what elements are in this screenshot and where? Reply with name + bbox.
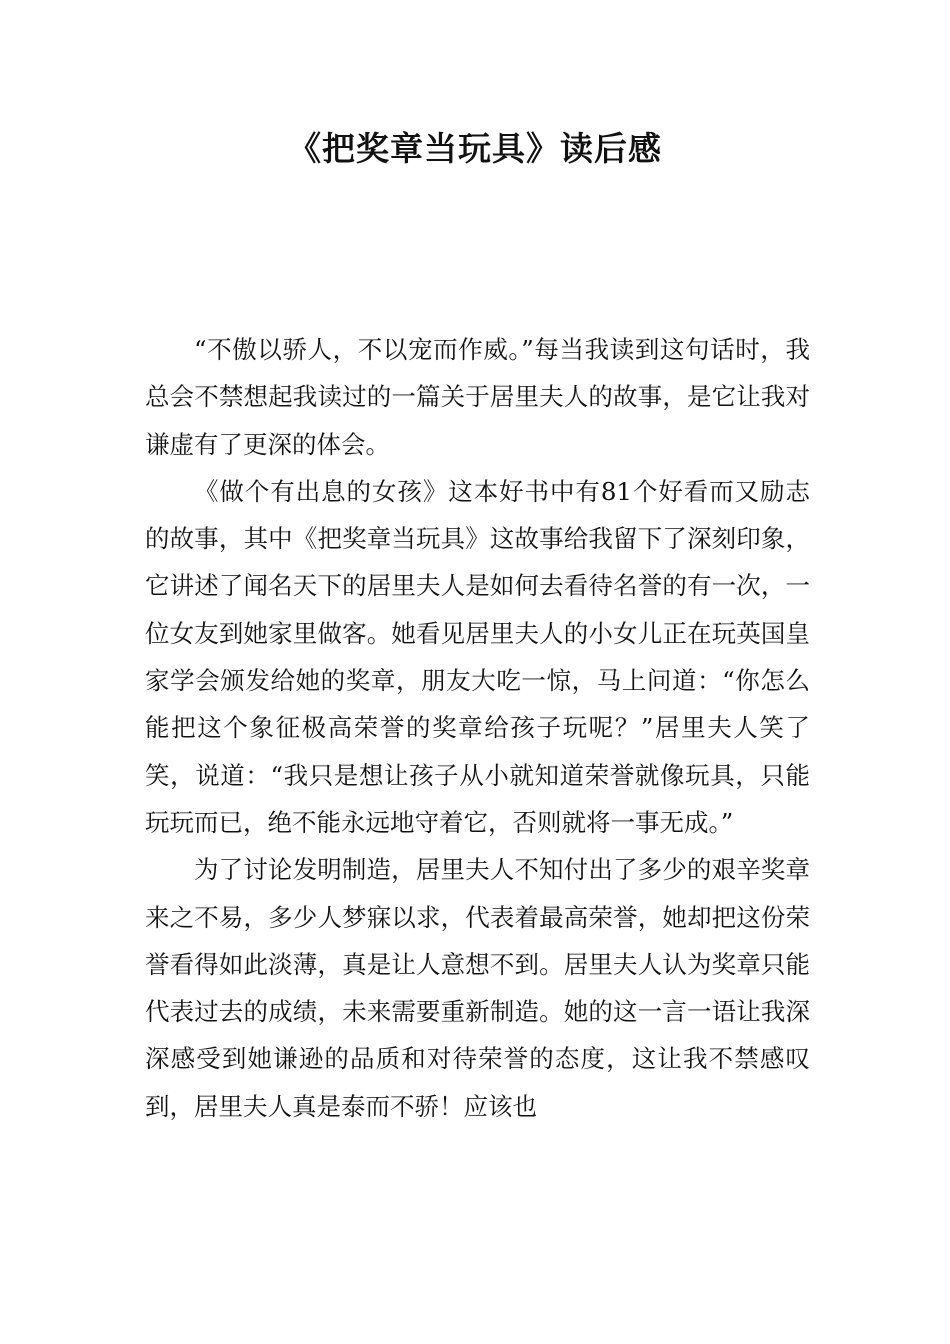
paragraph-1: “不傲以骄人，不以宠而作威。”每当我读到这句话时，我总会不禁想起我读过的一篇关于居里夫人的故事，是它让我对谦虚有了更深的体会。 [145, 335, 810, 459]
paragraph-3: 为了讨论发明制造，居里夫人不知付出了多少的艰辛奖章来之不易，多少人梦寐以求，代表着最高荣誉，她却把这份荣誉看得如此淡薄，真是让人意想不到。居里夫人认为奖章只能代表过去的成绩，未来需要重新制造。她的这一言一语让我深深感受到她谦逊的品质和对待荣誉的态度，这让我不禁感叹到，居里夫人真是泰而不骄！应该也 [145, 855, 810, 1121]
paragraph-2: 《做个有出息的女孩》这本好书中有81个好看而又励志的故事，其中《把奖章当玩具》这故事给我留下了深刻印象，它讲述了闻名天下的居里夫人是如何去看待名誉的有一次，一位女友到她家里做客。她看见居里夫人的小女儿正在玩英国皇家学会颁发给她的奖章，朋友大吃一惊，马上问道：“你怎么能把这个象征极高荣誉的奖章给孩子玩呢？”居里夫人笑了笑，说道：“我只是想让孩子从小就知道荣誉就像玩具，只能玩玩而已，绝不能永远地守着它，否则就将一事无成。” [145, 476, 810, 837]
document-body [145, 326, 810, 1130]
document-title: 《把奖章当玩具》读后感 [288, 129, 662, 168]
